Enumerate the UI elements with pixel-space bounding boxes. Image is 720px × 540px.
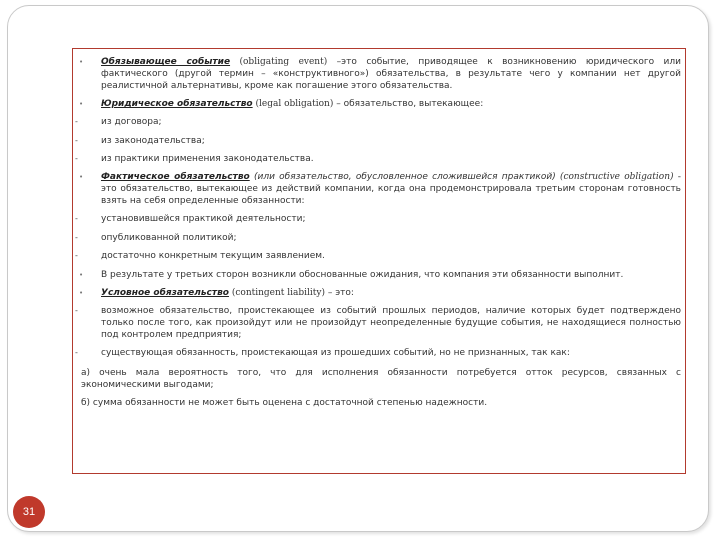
item-text: из законодательства; (101, 136, 205, 146)
english-term: (contingent liability) (231, 288, 325, 298)
item-text (101, 171, 681, 207)
item-text: из договора; (101, 117, 162, 127)
term: Обязывающее событие (101, 57, 231, 67)
item-text: б) сумма обязанности не может быть оценена с достаточной степенью надежности. (81, 398, 488, 408)
dash-icon: - (75, 348, 78, 357)
page-number: 31 (13, 496, 45, 528)
bullet-icon: • (79, 58, 84, 66)
dash-icon: - (75, 117, 78, 126)
dash-icon: - (75, 154, 78, 163)
definition: – это: (325, 288, 354, 298)
dash-icon: - (75, 233, 78, 242)
bullet-icon: • (79, 100, 84, 108)
dash-icon: - (75, 306, 78, 315)
item-text (101, 287, 681, 299)
item-text: В результате у третьих сторон возникли обоснованные ожидания, что компания эти обязанности выполнит. (101, 270, 624, 280)
english-term: (constructive obligation) (555, 172, 674, 182)
term: Юридическое обязательство (101, 99, 253, 109)
dash-icon: - (75, 214, 78, 223)
definition: – обязательство, вытекающее: (333, 99, 484, 109)
item-text: из практики применения законодательства. (101, 154, 314, 164)
item-text (101, 98, 681, 110)
item-text: достаточно конкретным текущим заявлением. (101, 251, 325, 261)
item-text: а) очень мала вероятность того, что для исполнения обязанности потребуется отток ресурсов, связанных с экономическими выгодами; (81, 368, 681, 390)
item-text: опубликованной политикой; (101, 233, 237, 243)
term: Условное обязательство (101, 288, 229, 298)
item-text: установившейся практикой деятельности; (101, 214, 306, 224)
item-text: возможное обязательство, проистекающее из событий прошлых периодов, наличие которых будет подтверждено только после того, как произойдут или не произойдут неопределенные будущие события, не находящиеся полностью под контролем предприятия; (101, 306, 681, 340)
content-box (72, 48, 686, 474)
english-term: (legal obligation) (255, 99, 334, 109)
english-term: (obligating event) (239, 57, 328, 67)
item-text: существующая обязанность, проистекающая из прошедших событий, но не признанных, так как: (101, 348, 570, 358)
item-text (101, 56, 681, 92)
dash-icon: - (75, 251, 78, 260)
bullet-icon: • (79, 289, 84, 297)
definition: –это событие, приводящее к возникновению юридического или фактического (другой термин – «конструктивного») обязательства, в результате чего у компании нет другой реалистичной альтернативы, кроме как погашение этого обязательства. (101, 57, 681, 91)
dash-icon: - (75, 136, 78, 145)
definition: - это обязательство, вытекающее из действий компании, когда она продемонстрировала третьим сторонам готовность взять на себя определенные обязанности: (101, 172, 681, 206)
bullet-icon: • (79, 271, 84, 279)
bullet-icon: • (79, 173, 84, 181)
term: Фактическое обязательство (101, 172, 250, 182)
term-clarification: (или обязательство, обусловленное сложившейся практикой) (249, 172, 556, 182)
